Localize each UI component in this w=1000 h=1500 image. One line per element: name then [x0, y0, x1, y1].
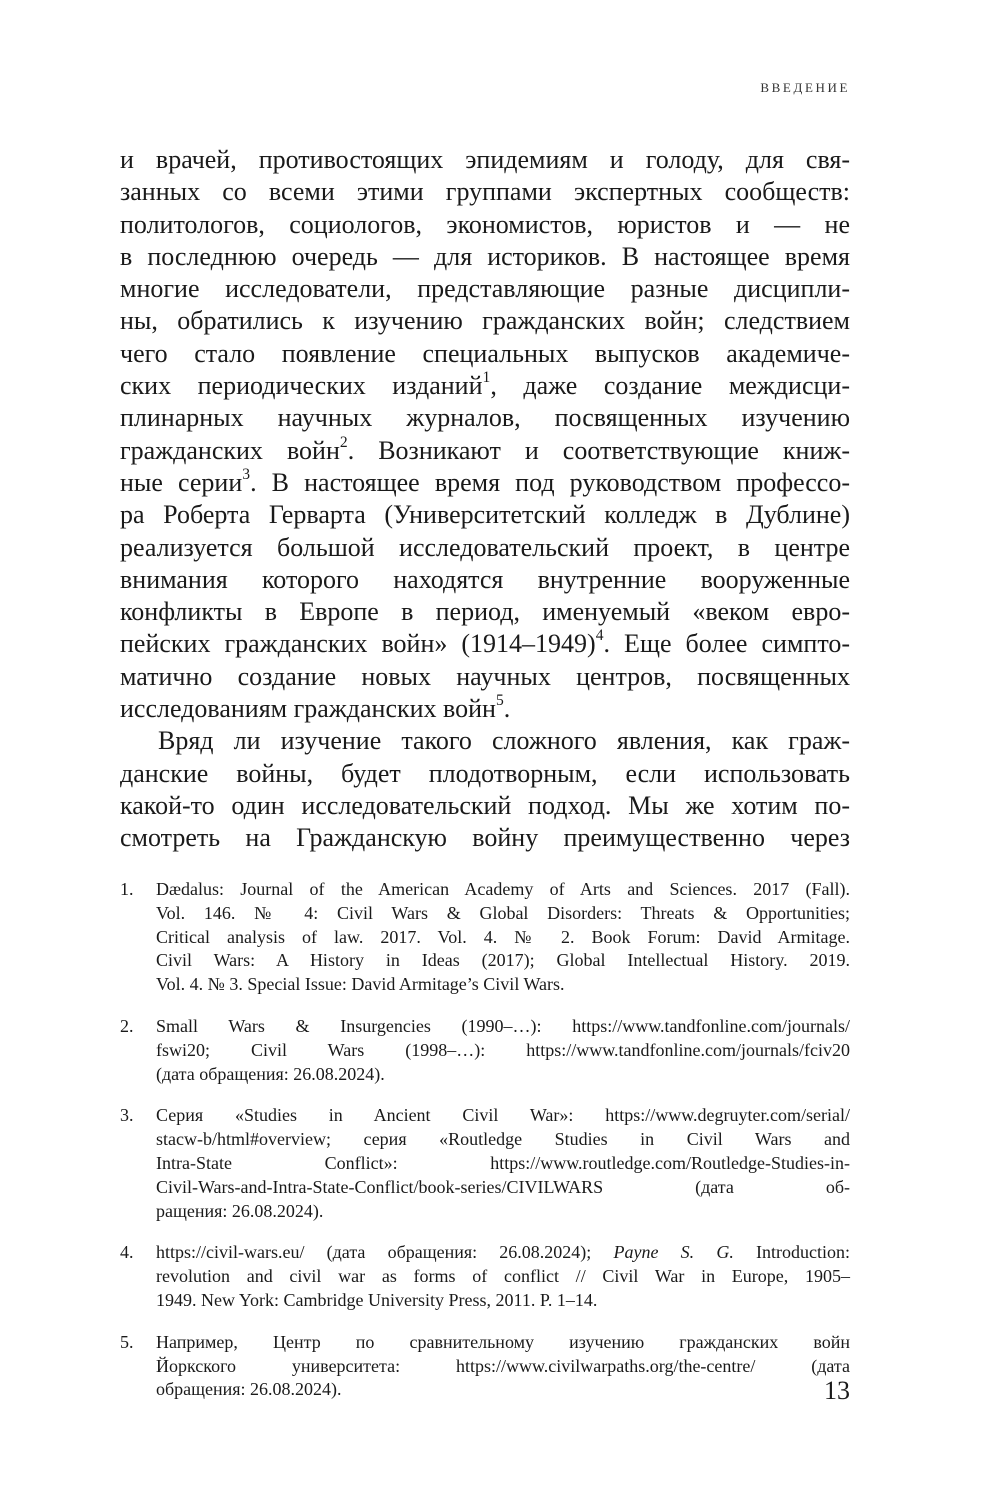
body-line: занных со всеми этими группами экспертных сообществ: [120, 177, 850, 207]
running-head: ВВЕДЕНИЕ [760, 80, 850, 95]
body-line: пейских гражданских войн» (1914–1949)$^4$. Еще более симпто- [120, 627, 850, 659]
footnote-line: 1949. New York: Cambridge University Press, 2011. P. 1–14. [156, 1289, 598, 1310]
footnote-line: Intra-State Conflict»: https://www.routledge.com/Routledge-Studies-in- [156, 1152, 850, 1173]
body-line: ских периодических изданий$^1$, даже создание междисци- [120, 369, 850, 401]
footnote [120, 1331, 850, 1402]
footnote [120, 1015, 850, 1086]
body-line: в последнюю очередь — для историков. В настоящее время [120, 241, 850, 271]
footnote-number: 2. [120, 1015, 134, 1036]
footnotes [120, 878, 850, 1420]
footnote-line: обращения: 26.08.2024). [156, 1379, 342, 1400]
footnote [120, 1104, 850, 1223]
footnote-line: Small Wars & Insurgencies (1990–…): https://www.tandfonline.com/journals/ [156, 1015, 850, 1036]
body-text [120, 144, 850, 855]
footnote-number: 1. [120, 879, 134, 899]
footnote-line: https://civil-wars.eu/ (дата обращения: 26.08.2024); Payne S. G. Introduction: [156, 1242, 851, 1263]
footnote-line: Например, Центр по сравнительному изучению гражданских войн [156, 1331, 850, 1352]
footnote-number: 4. [120, 1242, 134, 1263]
footnote-line: ращения: 26.08.2024). [156, 1200, 324, 1221]
footnote-ref: 3 [242, 465, 251, 483]
footnote-line: Серия «Studies in Ancient Civil War»: https://www.degruyter.com/serial/ [156, 1105, 850, 1126]
body-line: ны, обратились к изучению гражданских войн; следствием [120, 306, 850, 336]
body-line: данские войны, будет плодотворным, если использовать [120, 758, 850, 788]
body-line: плинарных научных журналов, посвященных изучению [120, 403, 850, 433]
author-name: Payne S. G. [613, 1242, 734, 1263]
body-line: реализуется большой исследовательский проект, в центре [120, 532, 850, 562]
body-line: внимания которого находятся внутренние вооруженные [120, 564, 850, 594]
body-line: конфликты в Европе в период, именуемый «веком евро- [120, 597, 850, 627]
footnote-ref: 5 [495, 692, 504, 710]
footnote-line: revolution and civil war as forms of conflict // Civil War in Europe, 1905– [156, 1266, 850, 1287]
body-line: смотреть на Гражданскую войну преимущественно через [120, 823, 850, 853]
footnote-number: 3. [120, 1105, 134, 1126]
footnote-line: Dædalus: Journal of the American Academy of Arts and Sciences. 2017 (Fall). [156, 879, 850, 899]
footnote-line: Critical analysis of law. 2017. Vol. 4. № 2. Book Forum: David Armitage. [156, 926, 850, 947]
body-line: гражданских войн$^2$. Возникают и соответствующие книж- [120, 433, 850, 465]
body-line: матично создание новых научных центров, посвященных [120, 661, 850, 691]
footnote-line: stacw-b/html#overview; серия «Routledge Studies in Civil Wars and [156, 1129, 850, 1150]
body-line: политологов, социологов, экономистов, юристов и — не [120, 209, 850, 239]
footnote [120, 1241, 850, 1312]
body-line: какой-то один исследовательский подход. Мы же хотим по- [120, 790, 850, 820]
page-number: 13 [824, 1376, 850, 1405]
footnote [120, 878, 850, 997]
body-line: многие исследователи, представляющие разные дисципли- [120, 274, 850, 304]
footnote-number: 5. [120, 1331, 134, 1352]
footnote-ref: 2 [339, 433, 348, 451]
body-line: чего стало появление специальных выпусков академиче- [120, 338, 850, 368]
footnote-ref: 4 [595, 627, 604, 645]
body-line: ра Роберта Герварта (Университетский колледж в Дублине) [120, 500, 850, 530]
body-line: и врачей, противостоящих эпидемиям и голоду, для свя- [120, 145, 850, 174]
footnote-line: fswi20; Civil Wars (1998–…): https://www.tandfonline.com/journals/fciv20 [156, 1039, 850, 1060]
footnote-line: Йоркского университета: https://www.civilwarpaths.org/the-centre/ (дата [156, 1355, 850, 1376]
body-line: исследованиям гражданских войн$^5$. [120, 692, 511, 724]
footnote-line: Civil Wars: A History in Ideas (2017); Global Intellectual History. 2019. [156, 950, 850, 971]
footnote-line: (дата обращения: 26.08.2024). [156, 1063, 385, 1084]
footnote-ref: 1 [482, 369, 491, 387]
body-line: ные серии$^3$. В настоящее время под руководством профессо- [120, 465, 850, 497]
footnote-line: Vol. 4. № 3. Special Issue: David Armitage’s Civil Wars. [156, 974, 565, 995]
footnote-line: Civil-Wars-and-Intra-State-Conflict/book-series/CIVILWARS (дата об- [156, 1176, 850, 1197]
footnote-line: Vol. 146. № 4: Civil Wars & Global Disorders: Threats & Opportunities; [156, 902, 850, 923]
body-line: Вряд ли изучение такого сложного явления, как граж- [158, 726, 850, 756]
